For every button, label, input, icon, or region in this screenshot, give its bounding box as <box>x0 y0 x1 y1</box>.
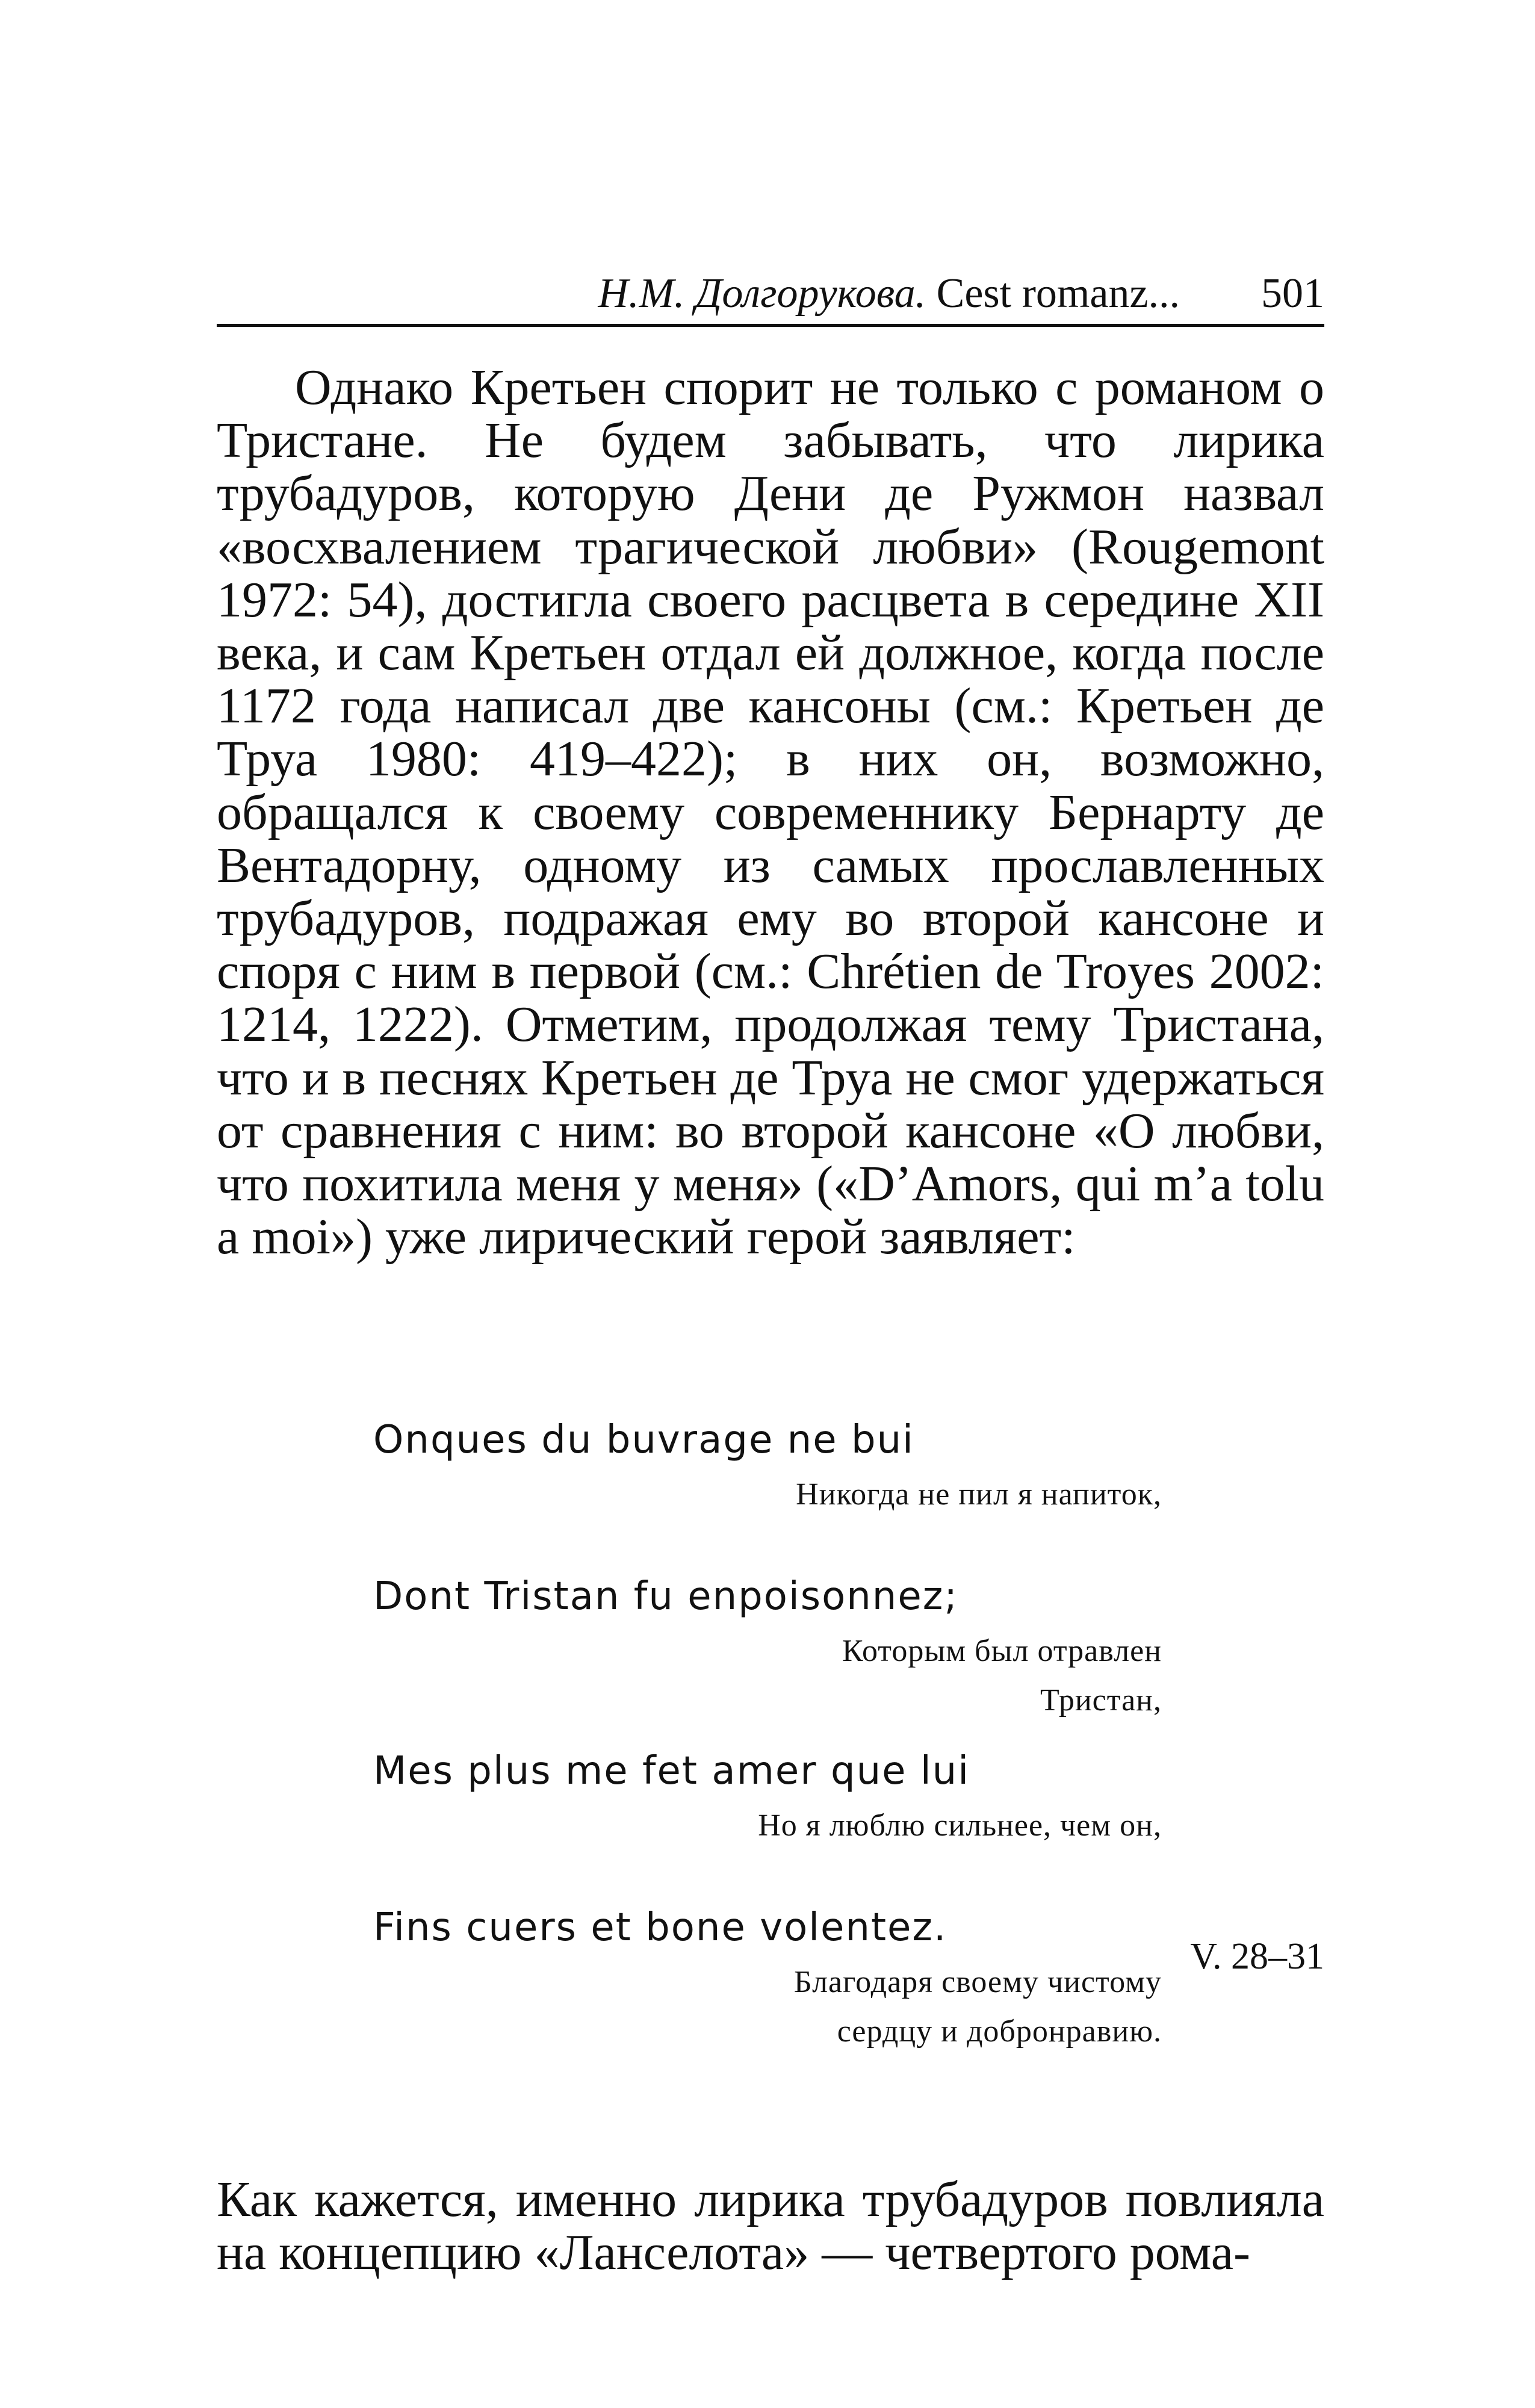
book-page <box>217 0 1324 2408</box>
verse-original-3: Mes plus me fet amer que lui <box>373 1749 970 1793</box>
verse-reference: V. 28–31 <box>1190 1936 1324 1977</box>
verse-line-4 <box>217 1902 1324 2107</box>
verse-translation-2: Которым был отравлен Тристан, <box>842 1634 1162 1718</box>
verse-original-4: Fins cuers et bone volentez. <box>373 1905 947 1950</box>
verse-original-1: Onques du buvrage ne bui <box>373 1418 914 1462</box>
verse-translation-4: Благодаря своему чистому сердцу и добронравию. <box>793 1965 1162 2049</box>
verse-line-2 <box>217 1571 1324 1746</box>
running-head <box>217 270 1324 327</box>
verse-translation-1: Никогда не пил я напиток, <box>796 1477 1162 1512</box>
paragraph-1: Однако Кретьен спорит не только с романом о Тристане. Не будем забывать, что лирика трубадуров, которую Дени де Ружмон назвал «восхвалением трагической любви» (Rougemont 1972: 54), достигла своего расцвета в середине XII века, и сам Кретьен отдал ей должное, когда после 1172 года написал две кансоны (см.: Кретьен де Труа 1980: 419–422); в них он, возможно, обращался к своему современнику Бернарту де Вентадорну, одному из самых прославленных трубадуров, подражая ему во второй кансоне и споря с ним в первой (см.: Chrétien de Troyes 2002: 1214, 1222). Отметим, продолжая тему Тристана, что и в песнях Кретьен де Труа не смог удержаться от сравнения с ним: во второй кансоне «О любви, что похитила меня у меня» («D’Amors, qui m’a tolu a moi») уже лирический герой заявляет: <box>217 359 1324 1265</box>
page-number: 501 <box>1261 270 1324 317</box>
running-head-author: Н.М. Долгорукова. <box>598 270 926 317</box>
verse-quotation <box>217 1415 1324 2107</box>
verse-line-1 <box>217 1415 1324 1571</box>
verse-translation-3: Но я люблю сильнее, чем он, <box>758 1808 1162 1843</box>
verse-line-3 <box>217 1746 1324 1902</box>
verse-original-2: Dont Tristan fu enpoisonnez; <box>373 1574 958 1619</box>
paragraph-2: Как кажется, именно лирика трубадуров повлияла на концепцию «Ланселота» — четвертого рома- <box>217 2171 1324 2281</box>
running-head-work: Cest romanz... <box>936 270 1180 317</box>
running-head-title <box>598 270 1180 318</box>
